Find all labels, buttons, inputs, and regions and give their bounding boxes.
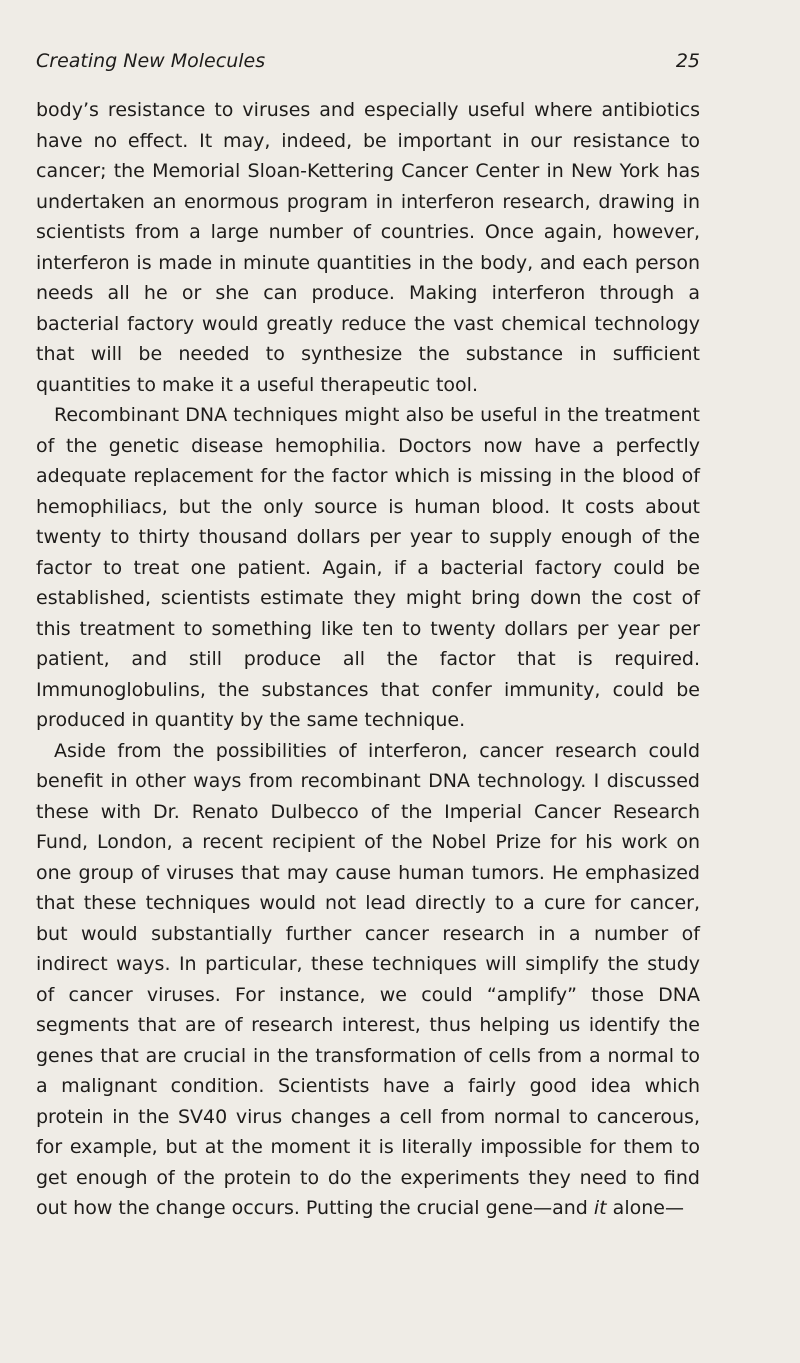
- emphasized-word: it: [593, 1197, 607, 1219]
- paragraph-1: body’s resistance to viruses and especially useful where antibiotics have no effect. It may, indeed, be important in our resistance to cancer; the Memorial Sloan-Kettering Cancer Center in New York has undertaken an enormous program in interferon research, drawing in scientists from a large number of countries. Once again, however, interferon is made in minute quantities in the body, and each person needs all he or she can produce. Making interferon through a bacterial factory would greatly reduce the vast chemical technology that will be needed to synthesize the substance in sufficient quantities to make it a useful therapeutic tool.: [36, 99, 700, 396]
- running-head: [36, 50, 700, 78]
- paragraph-3-text: Aside from the possibilities of interferon, cancer research could benefit in other ways from recombinant DNA technology. I discussed these with Dr. Renato Dulbecco of the Imperial Cancer Research Fund, London, a recent recipient of the Nobel Prize for his work on one group of viruses that may cause human tumors. He emphasized that these techniques would not lead directly to a cure for cancer, but would substantially further cancer research in a number of indirect ways. In particular, these techniques will simplify the study of cancer viruses. For instance, we could “amplify” those DNA segments that are of research interest, thus helping us identify the genes that are crucial in the transformation of cells from a normal to a malignant condition. Scientists have a fairly good idea which protein in the SV40 virus changes a cell from normal to cancerous, for example, but at the moment it is literally impossible for them to get enough of the protein to do the experiments they need to find out how the change occurs. Putting the crucial gene—and: [36, 739, 700, 1219]
- running-title: Creating New Molecules: [36, 50, 266, 72]
- body-text: [36, 95, 700, 1224]
- page-number: 25: [675, 50, 700, 72]
- paragraph-3: [36, 736, 700, 1224]
- paragraph-3-tail: alone—: [606, 1197, 684, 1219]
- paragraph-2: Recombinant DNA techniques might also be useful in the treatment of the genetic disease hemophilia. Doctors now have a perfectly adequate replacement for the factor which is missing in the blood of hemophiliacs, but the only source is human blood. It costs about twenty to thirty thousand dollars per year to supply enough of the factor to treat one patient. Again, if a bacterial factory could be established, scientists estimate they might bring down the cost of this treatment to something like ten to twenty dollars per year per patient, and still produce all the factor that is required. Immunoglobulins, the substances that confer immunity, could be produced in quantity by the same technique.: [36, 404, 700, 731]
